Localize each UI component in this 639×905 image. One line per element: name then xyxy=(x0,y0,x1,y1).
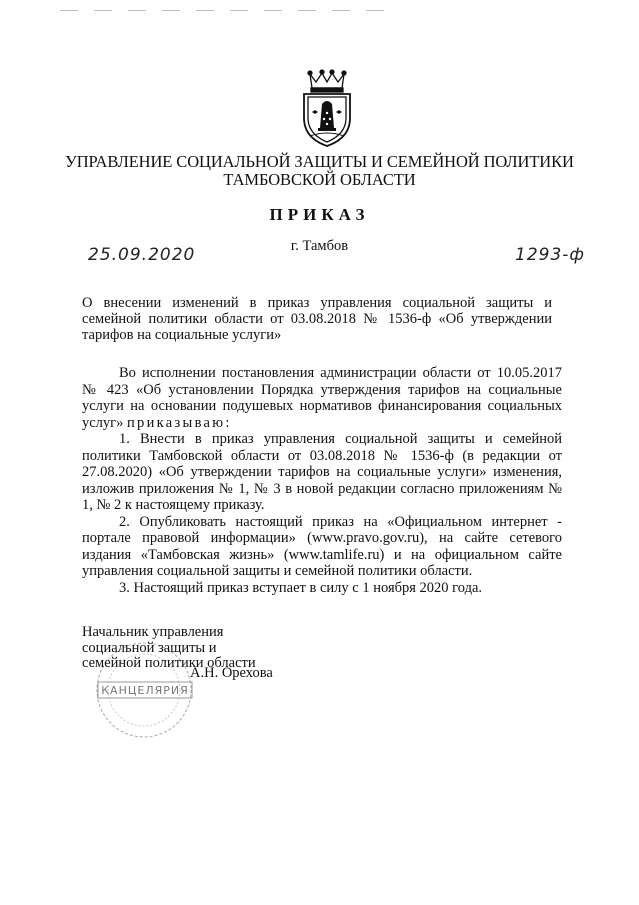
intro-paragraph xyxy=(82,365,562,431)
signer-title-line-1: Начальник управления xyxy=(82,624,224,640)
order-city: г. Тамбов xyxy=(290,238,349,254)
signer-title-line-2: социальной защиты и xyxy=(82,639,217,656)
handwritten-date: 25.09.2020 xyxy=(88,245,196,265)
signer-title-line-3: семейной политики области xyxy=(82,655,256,671)
order-body xyxy=(82,365,562,596)
coat-of-arms-icon xyxy=(296,68,358,148)
item-1: 1. Внести в приказ управления социальной защиты и семейной политики Тамбовской области от 03.08.2018 № 1536-ф (в редакции от 27.08.2020) «Об утверждении тарифов на социальные услуги» изменения, изложив приложения № 1, № 3 в новой редакции согласно приложениям № 1, № 2 к настоящему приказу. xyxy=(82,431,562,513)
handwritten-order-number: 1293-ф xyxy=(515,245,585,265)
org-line-2: ТАМБОВСКОЙ ОБЛАСТИ xyxy=(223,170,416,189)
order-title: ПРИКАЗ xyxy=(269,205,370,224)
item-2: 2. Опубликовать настоящий приказ на «Официальном интернет - портале правовой информации» (www.pravo.gov.ru), на сайте сетевого издания «Тамбовская жизнь» (www.tamlife.ru) и на официальном сайте управления социальной защиты и семейной политики области. xyxy=(82,513,562,579)
scan-artifact-line xyxy=(60,10,390,11)
org-line-1: УПРАВЛЕНИЕ СОЦИАЛЬНОЙ ЗАЩИТЫ И СЕМЕЙНОЙ ПОЛИТИКИ xyxy=(65,152,574,171)
organization-name xyxy=(0,153,639,189)
stamp-text: КАНЦЕЛЯРИЯ xyxy=(101,684,189,697)
intro-text: Во исполнении постановления администрации области от 10.05.2017 № 423 «Об установлении Порядка утверждения тарифов на социальные услуги на основании подушевых нормативов финансирования социальных услуг» xyxy=(82,365,562,431)
order-subject: О внесении изменений в приказ управления социальной защиты и семейной политики области от 03.08.2018 № 1536-ф «Об утверждении тарифов на социальные услуги» xyxy=(82,295,552,343)
prikazyvayu-text: приказываю: xyxy=(127,414,232,431)
signer-name: А.Н. Орехова xyxy=(190,665,273,681)
item-3: 3. Настоящий приказ вступает в силу с 1 ноября 2020 года. xyxy=(119,579,483,596)
